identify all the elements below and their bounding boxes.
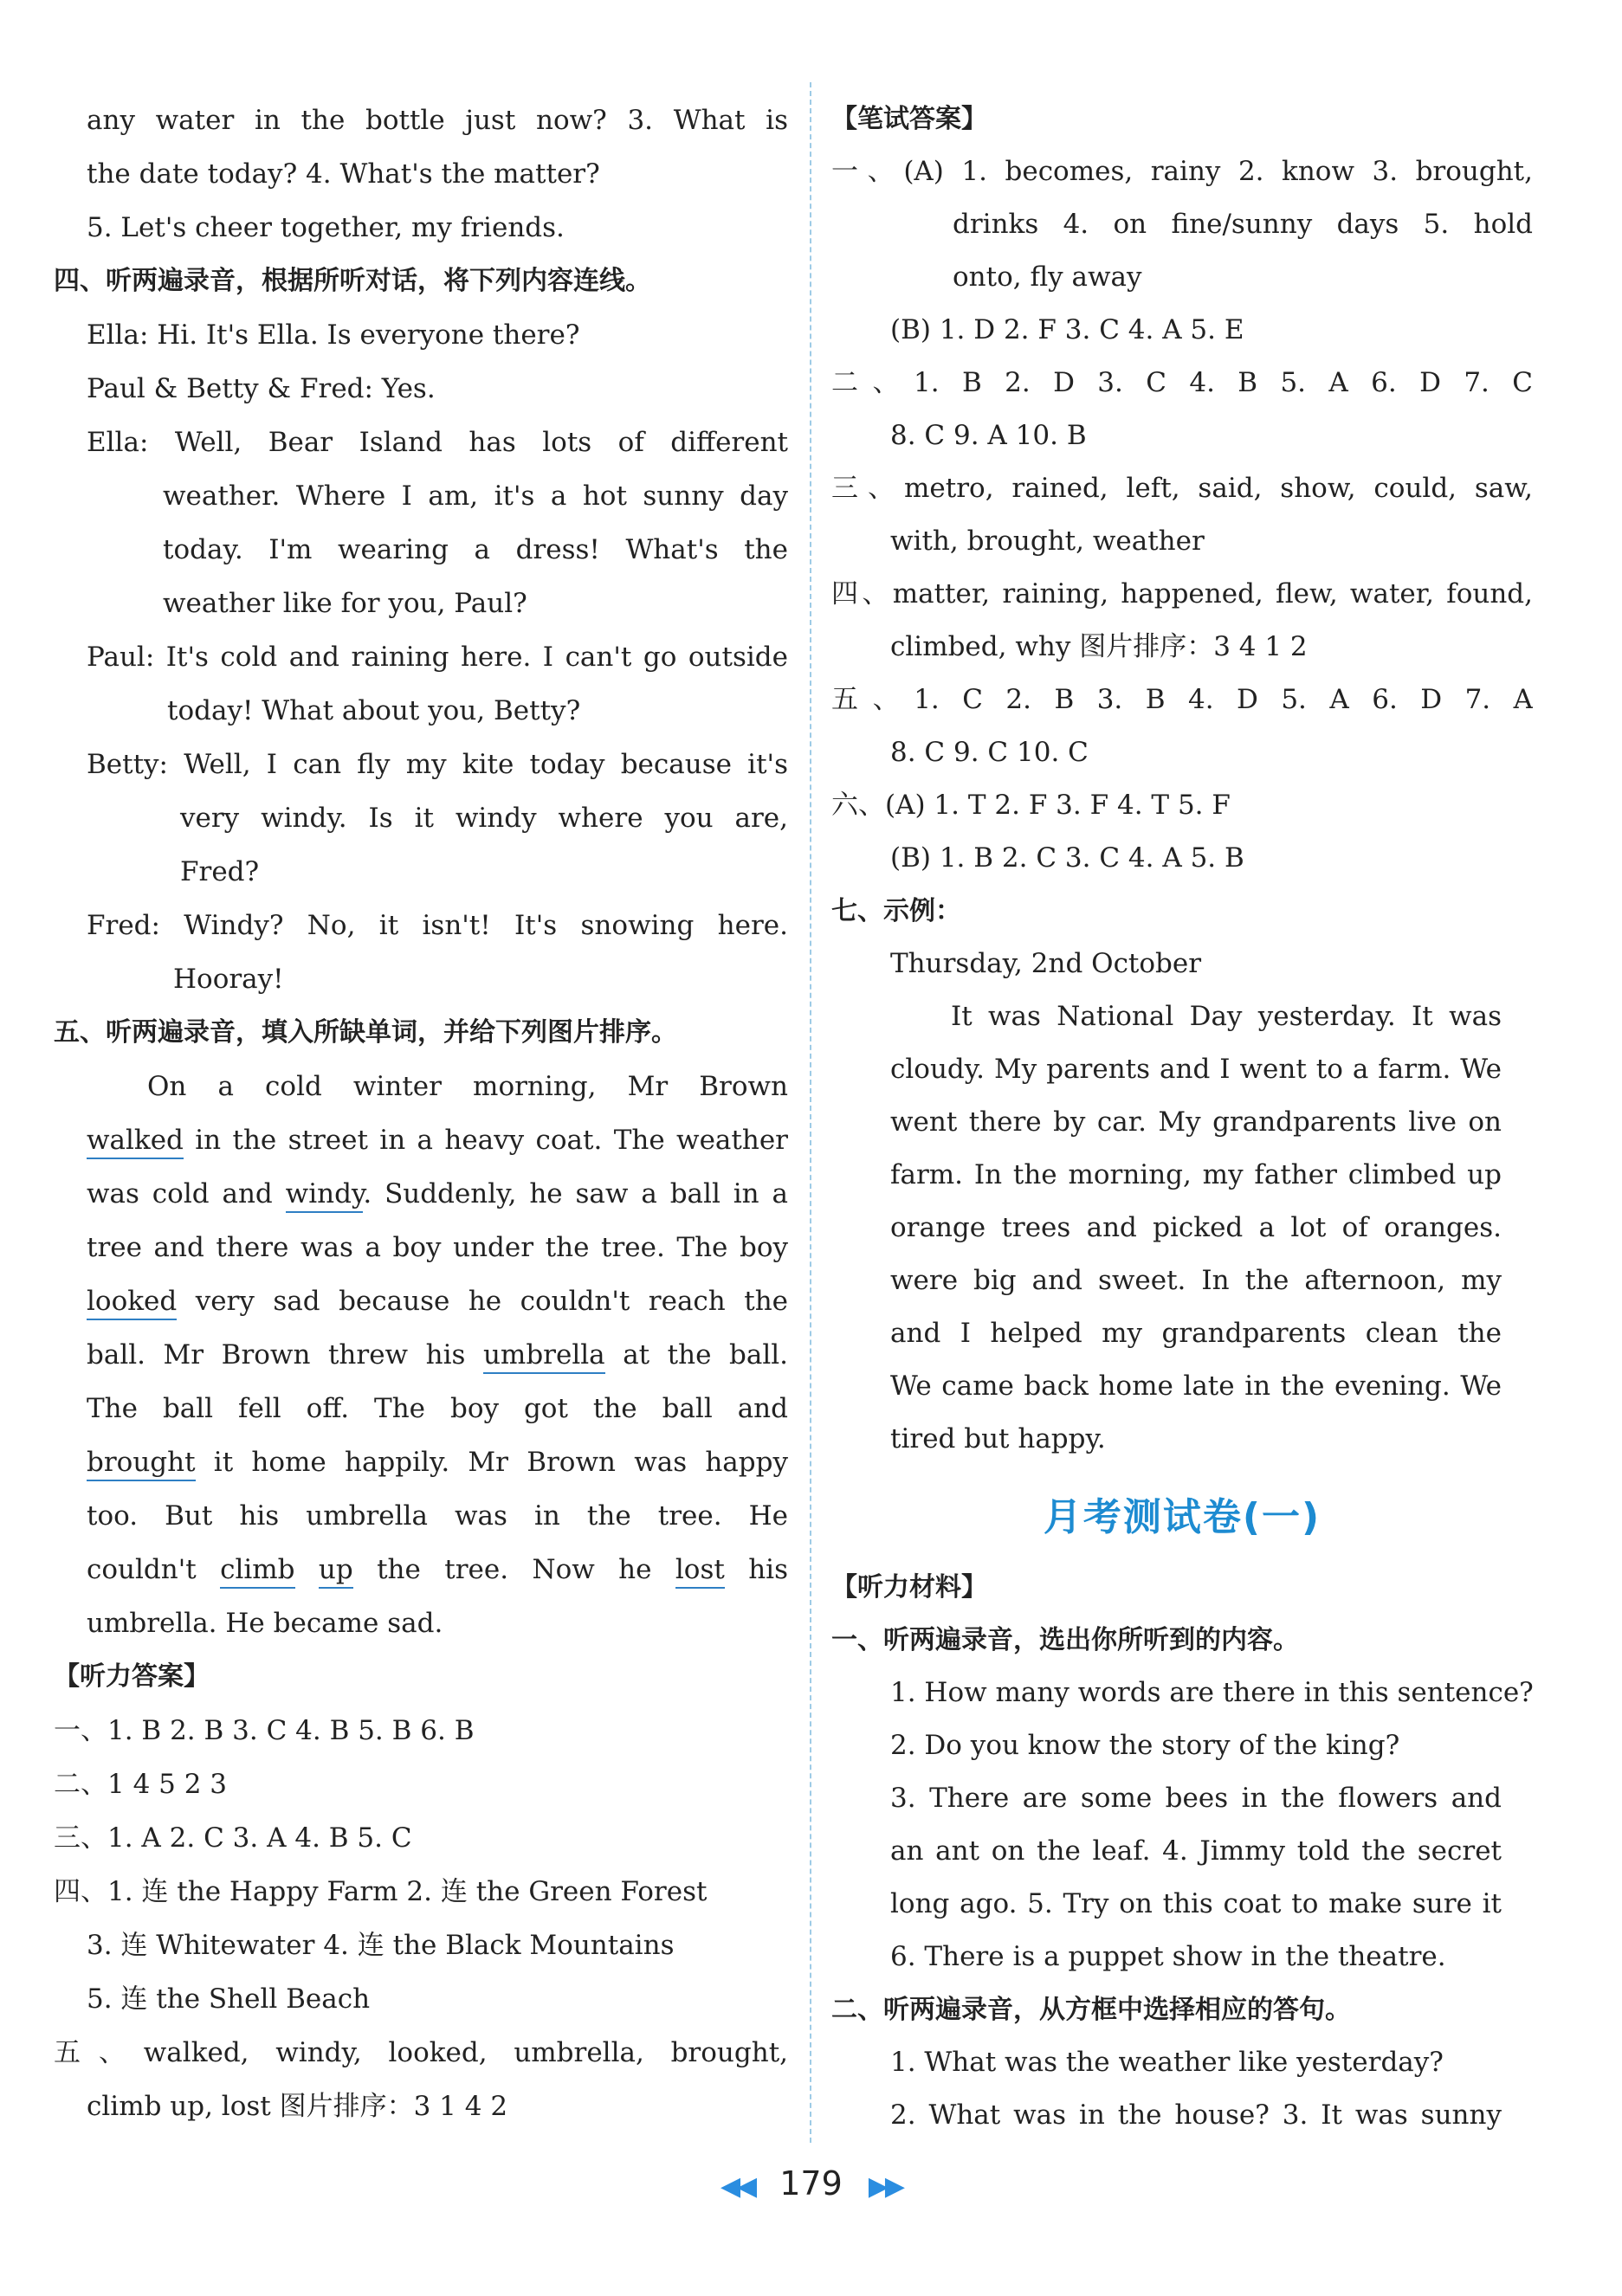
filled-blank: lost bbox=[675, 1554, 725, 1589]
dialogue-line: Paul: It's cold and raining here. I can't go outside bbox=[87, 642, 788, 673]
essay-line: Thursday, 2nd October bbox=[890, 948, 1202, 979]
section-heading: 【听力答案】 bbox=[54, 1661, 210, 1692]
essay-line: We came back home late in the evening. We bbox=[890, 1371, 1502, 1402]
answer-line: 三、metro, rained, left, said, show, could, saw, bbox=[831, 473, 1533, 504]
passage-text: couldn't bbox=[87, 1554, 221, 1585]
passage-text: it home happily. Mr Brown was happy bbox=[195, 1447, 788, 1478]
answer-line: 五、1. C 2. B 3. B 4. D 5. A 6. D 7. A bbox=[831, 684, 1533, 715]
answer-line: onto, fly away bbox=[953, 261, 1142, 293]
filled-blank: climb bbox=[220, 1554, 294, 1589]
transcript-line: 3. There are some bees in the flowers and bbox=[890, 1783, 1502, 1814]
essay-line: went there by car. My grandparents live on bbox=[890, 1106, 1502, 1138]
page-footer bbox=[0, 2164, 1622, 2202]
passage-text: at the ball. bbox=[604, 1339, 788, 1371]
dialogue-line: Ella: Hi. It's Ella. Is everyone there? bbox=[87, 319, 580, 351]
passage-text: ball. Mr Brown threw his bbox=[87, 1339, 483, 1371]
transcript-line: 6. There is a puppet show in the theatre. bbox=[890, 1941, 1446, 1972]
answer-line: 8. C 9. C 10. C bbox=[890, 737, 1089, 768]
dialogue-line: today. I'm wearing a dress! What's the bbox=[163, 534, 788, 565]
text-line: any water in the bottle just now? 3. What is bbox=[87, 105, 788, 136]
passage-line bbox=[87, 1274, 788, 1328]
passage-line bbox=[87, 1543, 788, 1596]
text-line: 5. Let's cheer together, my friends. bbox=[87, 212, 565, 243]
previous-page-icon: ◀◀ bbox=[720, 2171, 754, 2202]
left-column bbox=[54, 94, 788, 2133]
section-heading: 【听力材料】 bbox=[831, 1572, 987, 1603]
answer-line: (B) 1. D 2. F 3. C 4. A 5. E bbox=[890, 314, 1244, 345]
filled-blank: windy bbox=[286, 1178, 364, 1213]
answer-line: with, brought, weather bbox=[890, 526, 1205, 557]
transcript-line: 2. Do you know the story of the king? bbox=[890, 1730, 1400, 1761]
answer-line: drinks 4. on fine/sunny days 5. hold bbox=[953, 209, 1533, 240]
passage-line bbox=[87, 1328, 788, 1382]
transcript-line: 1. How many words are there in this sentence? bbox=[890, 1677, 1534, 1708]
section-heading: 七、示例： bbox=[831, 896, 961, 926]
dialogue-line: Fred? bbox=[180, 856, 260, 887]
column-divider bbox=[810, 82, 811, 2143]
passage-line bbox=[87, 1167, 788, 1221]
dialogue-line: Betty: Well, I can fly my kite today because it's bbox=[87, 749, 788, 780]
transcript-line: 2. What was in the house? 3. It was sunny bbox=[890, 2099, 1502, 2131]
dialogue-line: today! What about you, Betty? bbox=[167, 695, 581, 726]
filled-blank: brought bbox=[87, 1447, 196, 1481]
essay-line: farm. In the morning, my father climbed up bbox=[890, 1159, 1502, 1190]
dialogue-line: weather. Where I am, it's a hot sunny day bbox=[163, 480, 788, 512]
passage-line: umbrella. He became sad. bbox=[87, 1608, 443, 1639]
answer-line: 三、1. A 2. C 3. A 4. B 5. C bbox=[54, 1822, 412, 1854]
section-heading: 五、听两遍录音，填入所缺单词，并给下列图片排序。 bbox=[54, 1017, 677, 1048]
transcript-line: long ago. 5. Try on this coat to make sure it bbox=[890, 1888, 1502, 1919]
answer-line: climb up, lost 图片排序：3 1 4 2 bbox=[87, 2091, 508, 2122]
answer-line: (B) 1. B 2. C 3. C 4. A 5. B bbox=[890, 842, 1244, 874]
dialogue-line: Paul & Betty & Fred: Yes. bbox=[87, 373, 436, 404]
next-page-icon: ▶▶ bbox=[868, 2171, 902, 2202]
essay-line: orange trees and picked a lot of oranges. bbox=[890, 1212, 1502, 1243]
essay-line: tired but happy. bbox=[890, 1423, 1106, 1454]
passage-text bbox=[295, 1554, 319, 1585]
essay-line: were big and sweet. In the afternoon, my bbox=[890, 1265, 1502, 1296]
answer-line: 六、(A) 1. T 2. F 3. F 4. T 5. F bbox=[831, 790, 1231, 821]
dialogue-line: weather like for you, Paul? bbox=[163, 588, 527, 619]
section-heading: 二、听两遍录音，从方框中选择相应的答句。 bbox=[831, 1995, 1351, 2025]
answer-line: 四、1. 连 the Happy Farm 2. 连 the Green Forest bbox=[54, 1876, 708, 1907]
filled-blank: up bbox=[319, 1554, 353, 1589]
answer-line: 五、walked, windy, looked, umbrella, brought, bbox=[54, 2037, 788, 2068]
passage-line: On a cold winter morning, Mr Brown bbox=[147, 1071, 788, 1102]
passage-text: the tree. Now he bbox=[352, 1554, 675, 1585]
section-heading: 【笔试答案】 bbox=[831, 104, 987, 134]
answer-line: 5. 连 the Shell Beach bbox=[87, 1983, 371, 2015]
passage-text: . Suddenly, he saw a ball in a bbox=[363, 1178, 788, 1209]
essay-line: It was National Day yesterday. It was bbox=[951, 1001, 1502, 1032]
answer-line: climbed, why 图片排序：3 4 1 2 bbox=[890, 631, 1308, 662]
passage-text: in the street in a heavy coat. The weather bbox=[183, 1125, 788, 1156]
essay-line: cloudy. My parents and I went to a farm. We bbox=[890, 1054, 1502, 1085]
section-heading: 一、听两遍录音，选出你所听到的内容。 bbox=[831, 1625, 1299, 1655]
right-column bbox=[831, 93, 1533, 2142]
passage-line bbox=[87, 1435, 788, 1489]
transcript-line: 1. What was the weather like yesterday? bbox=[890, 2047, 1444, 2078]
answer-line: 8. C 9. A 10. B bbox=[890, 420, 1087, 451]
filled-blank: looked bbox=[87, 1286, 177, 1320]
answer-line: 二、1. B 2. D 3. C 4. B 5. A 6. D 7. C bbox=[831, 367, 1533, 398]
filled-blank: walked bbox=[87, 1125, 184, 1159]
page-number: 179 bbox=[779, 2164, 843, 2202]
answer-line: 一、(A) 1. becomes, rainy 2. know 3. brought, bbox=[831, 156, 1533, 187]
essay-line: and I helped my grandparents clean the bbox=[890, 1318, 1502, 1349]
passage-line: too. But his umbrella was in the tree. He bbox=[87, 1500, 788, 1532]
passage-line: tree and there was a boy under the tree. The boy bbox=[87, 1232, 788, 1263]
section-title: 月考测试卷(一) bbox=[1043, 1495, 1322, 1539]
section-heading: 四、听两遍录音，根据所听对话，将下列内容连线。 bbox=[54, 266, 651, 296]
dialogue-line: Ella: Well, Bear Island has lots of different bbox=[87, 427, 788, 458]
transcript-line: an ant on the leaf. 4. Jimmy told the secret bbox=[890, 1835, 1502, 1867]
filled-blank: umbrella bbox=[483, 1339, 605, 1374]
passage-line bbox=[87, 1113, 788, 1167]
passage-text: his bbox=[724, 1554, 788, 1585]
answer-line: 3. 连 Whitewater 4. 连 the Black Mountains bbox=[87, 1930, 675, 1961]
passage-line: The ball fell off. The boy got the ball and bbox=[87, 1393, 788, 1424]
passage-text: very sad because he couldn't reach the bbox=[177, 1286, 788, 1317]
passage-text: was cold and bbox=[87, 1178, 286, 1209]
text-line: the date today? 4. What's the matter? bbox=[87, 158, 600, 190]
answer-line: 二、1 4 5 2 3 bbox=[54, 1769, 228, 1800]
answer-line: 四、matter, raining, happened, flew, water, found, bbox=[831, 578, 1533, 609]
dialogue-line: very windy. Is it windy where you are, bbox=[180, 803, 788, 834]
dialogue-line: Fred: Windy? No, it isn't! It's snowing here. bbox=[87, 910, 788, 941]
dialogue-line: Hooray! bbox=[173, 964, 284, 995]
answer-line: 一、1. B 2. B 3. C 4. B 5. B 6. B bbox=[54, 1715, 475, 1746]
